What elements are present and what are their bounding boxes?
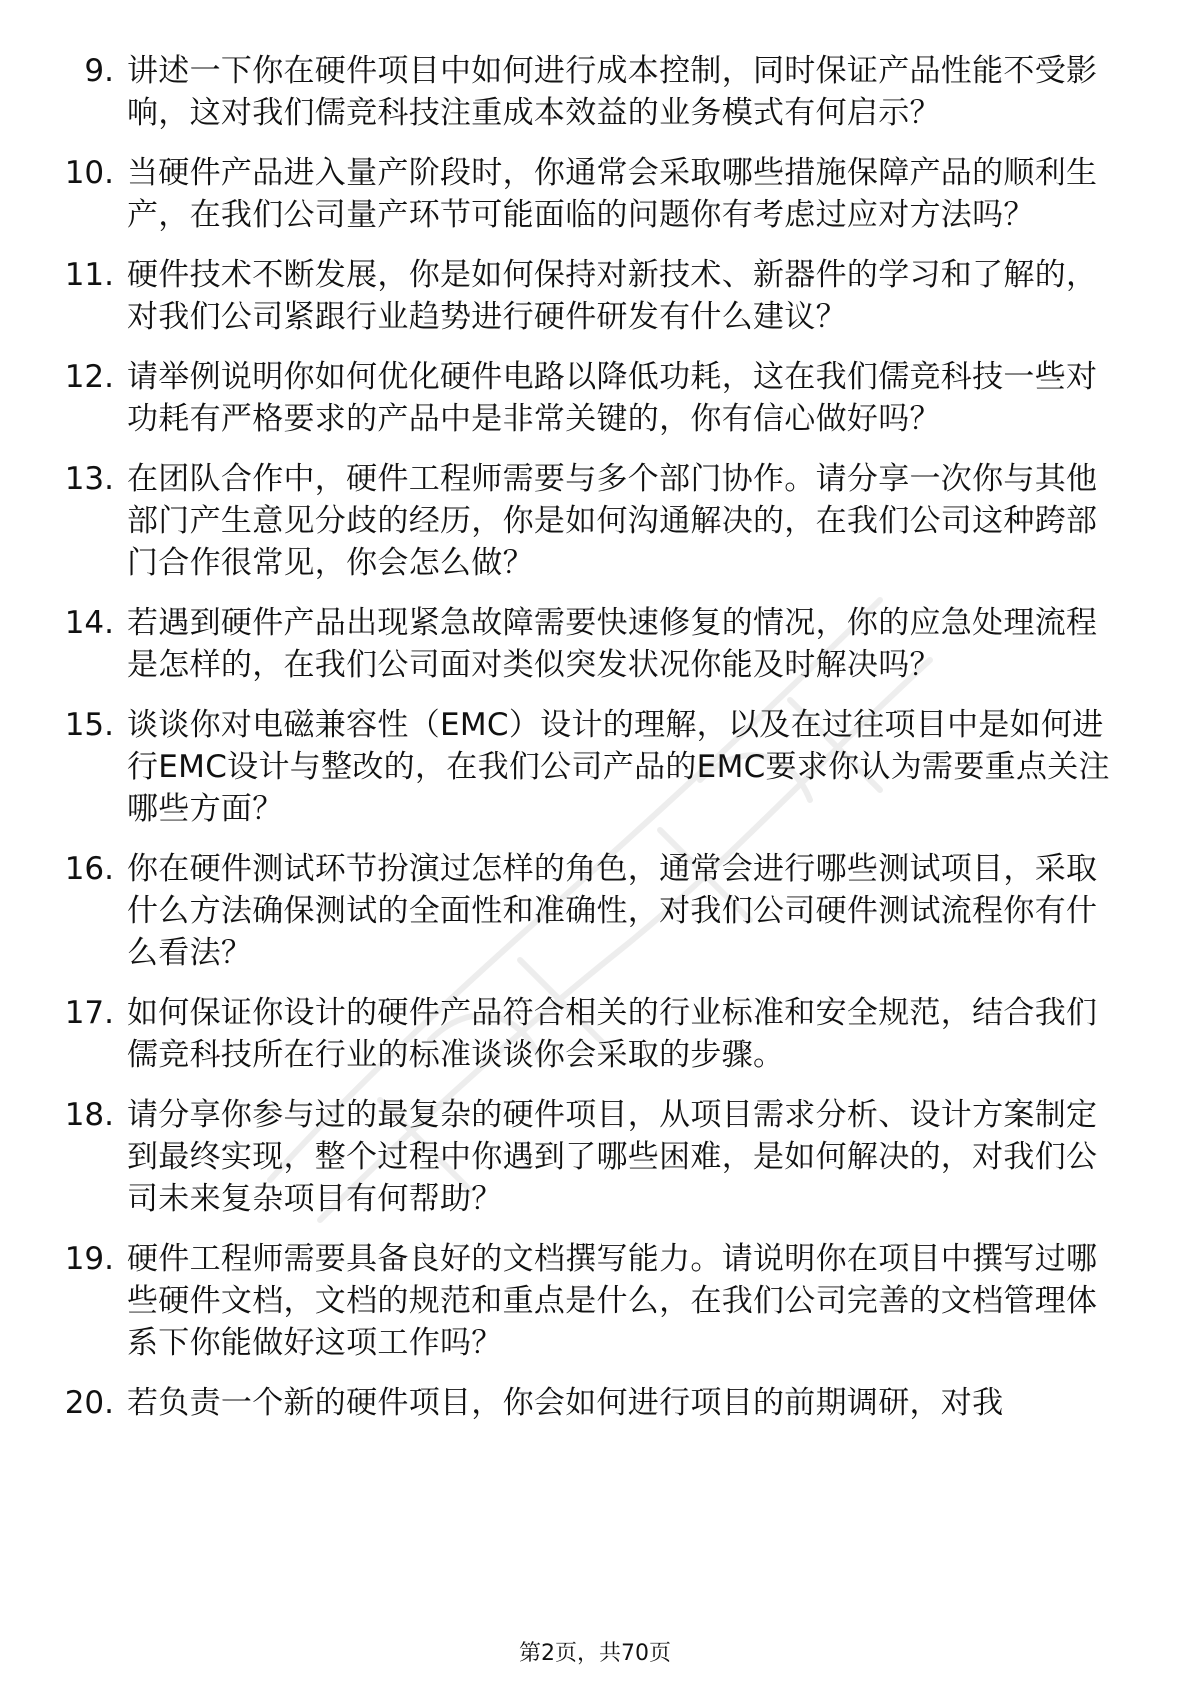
question-text: 硬件技术不断发展，你是如何保持对新技术、新器件的学习和了解的，对我们公司紧跟行业趋势进行硬件研发有什么建议？ [127, 257, 1098, 335]
page-footer: 第2页，共70页 [519, 1641, 671, 1666]
question-text: 如何保证你设计的硬件产品符合相关的行业标准和安全规范，结合我们儒竞科技所在行业的标准谈谈你会采取的步骤。 [127, 995, 1098, 1073]
question-item [0, 458, 1190, 584]
question-number: 18. [64, 1097, 114, 1133]
question-text: 讲述一下你在硬件项目中如何进行成本控制，同时保证产品性能不受影响，这对我们儒竞科技注重成本效益的业务模式有何启示？ [127, 53, 1098, 131]
question-item [0, 992, 1190, 1076]
question-number: 13. [64, 461, 114, 497]
question-text: 你在硬件测试环节扮演过怎样的角色，通常会进行哪些测试项目，采取什么方法确保测试的全面性和准确性，对我们公司硬件测试流程你有什么看法？ [127, 851, 1098, 971]
question-item [0, 848, 1190, 974]
question-text: 请举例说明你如何优化硬件电路以降低功耗，这在我们儒竞科技一些对功耗有严格要求的产品中是非常关键的，你有信心做好吗？ [127, 359, 1098, 437]
question-item [0, 152, 1190, 236]
question-text: 请分享你参与过的最复杂的硬件项目，从项目需求分析、设计方案制定到最终实现，整个过程中你遇到了哪些困难，是如何解决的，对我们公司未来复杂项目有何帮助？ [127, 1097, 1098, 1217]
question-text: 若负责一个新的硬件项目，你会如何进行项目的前期调研，对我 [127, 1385, 1004, 1421]
question-number: 17. [64, 995, 114, 1031]
question-item [0, 602, 1190, 686]
question-number: 14. [64, 605, 114, 641]
question-number: 10. [64, 155, 114, 191]
question-item [0, 356, 1190, 440]
question-item [0, 1094, 1190, 1220]
question-number: 12. [64, 359, 114, 395]
question-number: 16. [64, 851, 114, 887]
question-text: 硬件工程师需要具备良好的文档撰写能力。请说明你在项目中撰写过哪些硬件文档，文档的规范和重点是什么，在我们公司完善的文档管理体系下你能做好这项工作吗？ [127, 1241, 1098, 1361]
question-item [0, 254, 1190, 338]
question-number: 15. [64, 707, 114, 743]
question-text: 当硬件产品进入量产阶段时，你通常会采取哪些措施保障产品的顺利生产，在我们公司量产环节可能面临的问题你有考虑过应对方法吗？ [127, 155, 1098, 233]
question-number: 19. [64, 1241, 114, 1277]
question-item [0, 1238, 1190, 1364]
question-number: 11. [64, 257, 114, 293]
question-text: 在团队合作中，硬件工程师需要与多个部门协作。请分享一次你与其他部门产生意见分歧的经历，你是如何沟通解决的，在我们公司这种跨部门合作很常见，你会怎么做？ [127, 461, 1098, 581]
question-number: 20. [64, 1385, 114, 1421]
question-item [0, 1382, 1190, 1424]
question-text: 若遇到硬件产品出现紧急故障需要快速修复的情况，你的应急处理流程是怎样的，在我们公司面对类似突发状况你能及时解决吗？ [127, 605, 1098, 683]
question-item [0, 50, 1190, 134]
question-text: 谈谈你对电磁兼容性（EMC）设计的理解，以及在过往项目中是如何进行EMC设计与整改的，在我们公司产品的EMC要求你认为需要重点关注哪些方面？ [127, 707, 1110, 827]
question-list [0, 50, 1190, 1442]
question-number: 9. [84, 53, 114, 89]
question-item [0, 704, 1190, 830]
